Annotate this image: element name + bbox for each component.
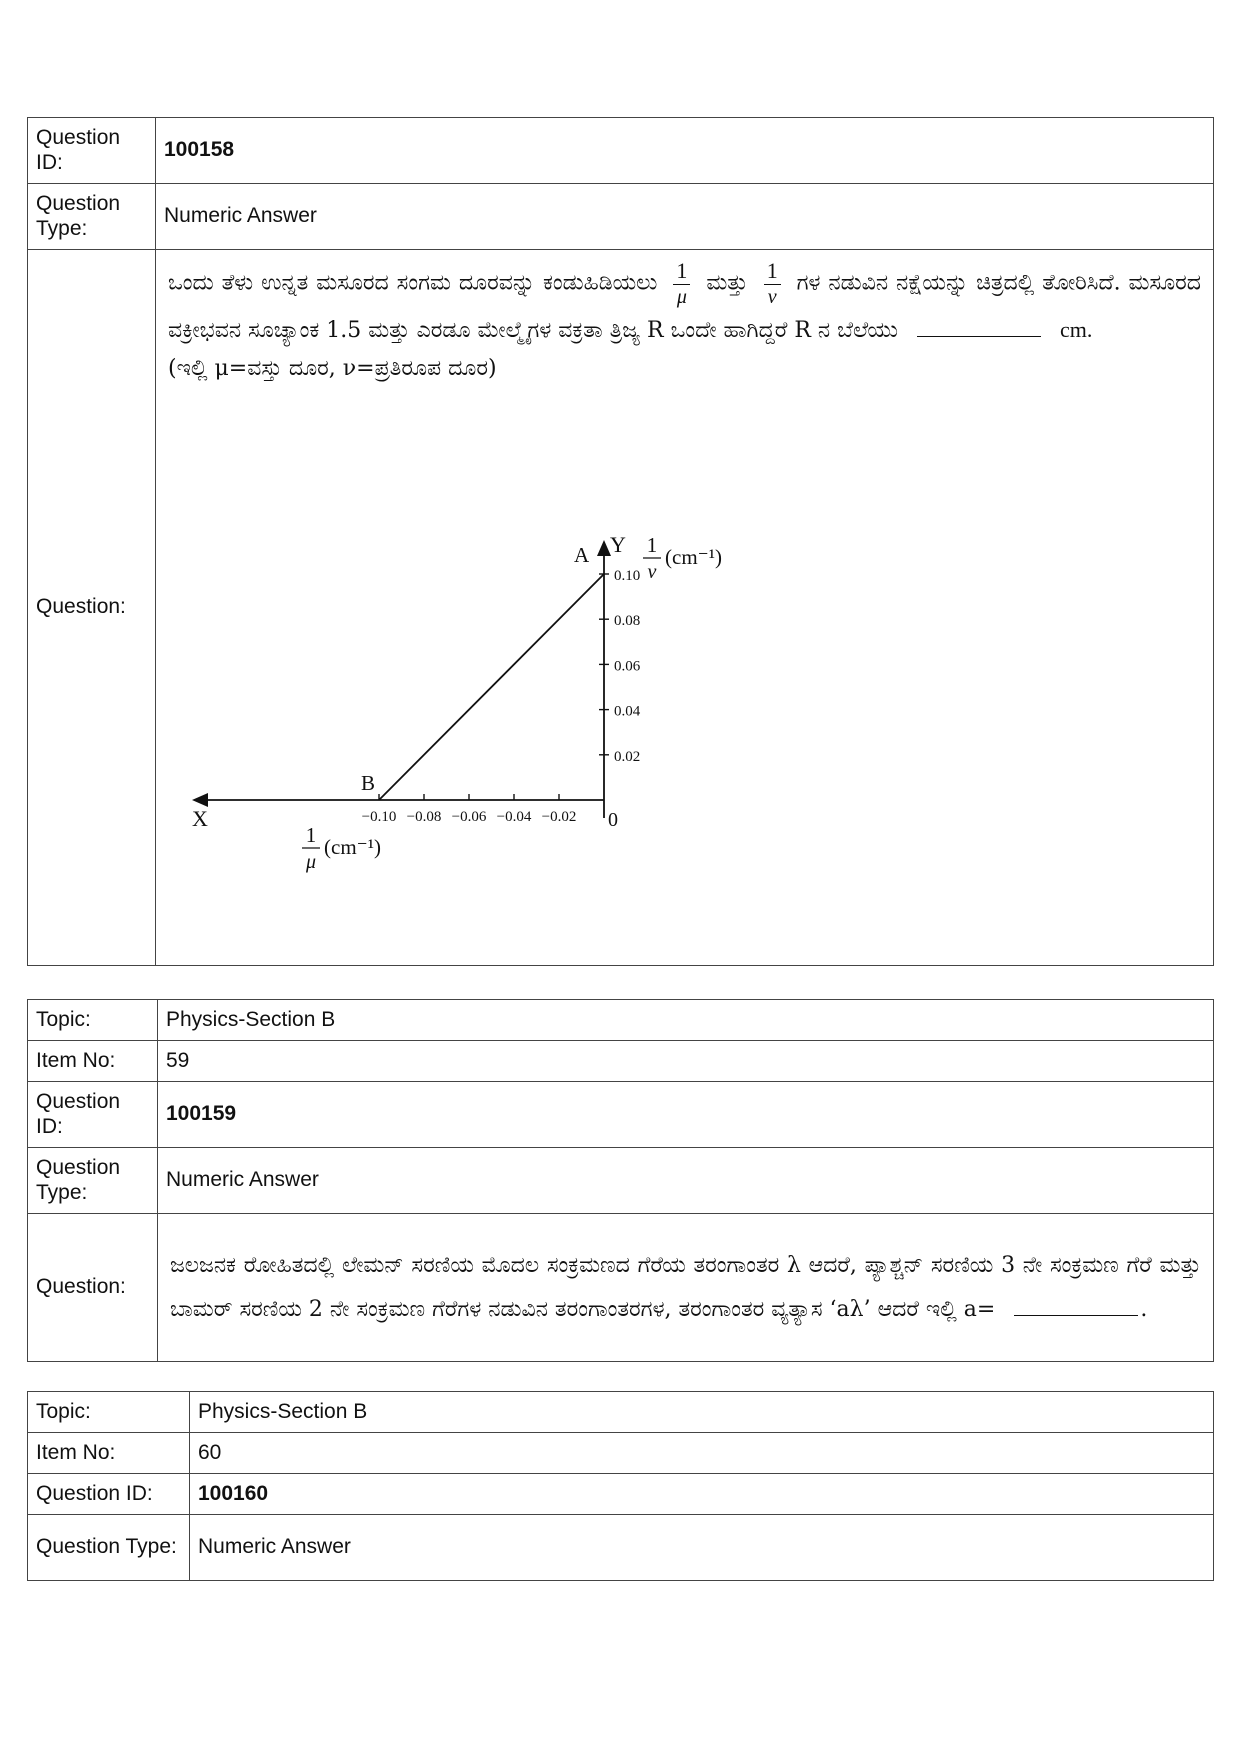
y-tick-label: 0.08: [614, 613, 641, 630]
x-tick-label: −0.10: [361, 809, 397, 826]
y-axis-name: Y: [610, 532, 626, 558]
x-tick-label: −0.04: [496, 809, 532, 826]
question-id-value: 100159: [158, 1082, 1214, 1148]
item-no-value: 59: [158, 1041, 1214, 1082]
y-tick-label: 0.06: [614, 658, 641, 675]
question-note: (ಇಲ್ಲಿ μ=ವಸ್ತು ದೂರ, ν=ಪ್ರತಿರೂಪ ದೂರ): [168, 356, 497, 382]
question-type-label: Question Type:: [28, 184, 156, 250]
answer-blank: [1014, 1297, 1138, 1316]
x-tick-label: −0.08: [406, 809, 442, 826]
question-id-label: Question ID:: [28, 118, 156, 184]
y-axis-arrow: [597, 540, 611, 556]
x-tick-label: −0.06: [451, 809, 487, 826]
question-id-value: 100160: [190, 1474, 1214, 1515]
question-label: Question:: [28, 250, 156, 966]
point-label-A: A: [574, 543, 590, 568]
origin-label: 0: [608, 809, 618, 832]
x-axis-label-den: μ: [305, 851, 317, 874]
fraction-one-over-nu: $\frac{1}{\nu}$: [764, 260, 781, 307]
x-axis-label-unit: (cm⁻¹): [324, 835, 382, 860]
question-text-end: .: [1140, 1296, 1148, 1322]
question-type-value: Numeric Answer: [190, 1515, 1214, 1581]
answer-blank: [917, 318, 1041, 337]
question-text: [158, 1214, 1214, 1362]
y-tick-label: 0.10: [614, 568, 641, 585]
question-text: [156, 250, 1213, 396]
fraction-one-over-mu: $\frac{1}{\mu}$: [673, 260, 690, 307]
question-id-label: Question ID:: [28, 1082, 158, 1148]
item-no-label: Item No:: [28, 1041, 158, 1082]
x-axis-name: X: [192, 806, 208, 832]
y-tick-label: 0.02: [614, 749, 641, 766]
y-axis-label-num: 1: [646, 533, 658, 558]
x-axis-label-num: 1: [305, 823, 317, 848]
y-axis-label-unit: (cm⁻¹): [665, 545, 723, 570]
y-axis-label-den: ν: [647, 561, 657, 584]
unit-cm: cm.: [1060, 317, 1093, 342]
question-text-part1: ಒಂದು ತೆಳು ಉನ್ನತ ಮಸೂರದ ಸಂಗಮ ದೂರವನ್ನು ಕಂಡುಹಿಡಿಯಲು: [168, 270, 658, 296]
question-type-label: Question Type:: [28, 1515, 190, 1581]
question-text-part2: ಗಳ ನಡುವಿನ ನಕ್ಷೆಯನ್ನು ಚಿತ್ರದಲ್ಲಿ ತೋರಿಸಿದೆ. ಮಸೂರದ ವಕ್ರೀಭವನ ಸೂಚ್ಯಾಂಕ 1.5 ಮತ್ತು ಎರಡೂ ಮೇಲ್ಮೈಗಳ ವಕ್ರತಾ ತ್ರಿಜ್ಯ R ಒಂದೇ ಹಾಗಿದ್ದರೆ R ನ ಬೆಲೆಯು: [168, 270, 1201, 343]
point-label-B: B: [361, 771, 376, 796]
question-table-100160: [27, 1391, 1214, 1581]
question-type-value: Numeric Answer: [156, 184, 1214, 250]
question-type-value: Numeric Answer: [158, 1148, 1214, 1214]
graph-inverse-distances: [156, 460, 1214, 874]
question-label: Question:: [28, 1214, 158, 1362]
question-type-label: Question Type:: [28, 1148, 158, 1214]
x-tick-label: −0.02: [541, 809, 577, 826]
question-text-body: ಜಲಜನಕ ರೋಹಿತದಲ್ಲಿ ಲೇಮನ್ ಸರಣಿಯ ಮೊದಲ ಸಂಕ್ರಮಣದ ಗೆರೆಯ ತರಂಗಾಂತರ λ ಆದರೆ, ಪ್ಯಾಶ್ಚನ್ ಸರಣಿಯ 3 ನೇ ಸಂಕ್ರಮಣ ಗೆರೆ ಮತ್ತು ಬಾಮರ್ ಸರಣಿಯ 2 ನೇ ಸಂಕ್ರಮಣ ಗೆರೆಗಳ ನಡುವಿನ ತರಂಗಾಂತರಗಳ, ತರಂಗಾಂತರ ವ್ಯತ್ಯಾಸ ‘aλ’ ಆದರೆ ಇಲ್ಲಿ a=: [170, 1252, 1201, 1322]
y-tick-label: 0.04: [614, 703, 641, 720]
data-line-BA: [379, 574, 604, 800]
question-id-label: Question ID:: [28, 1474, 190, 1515]
topic-label: Topic:: [28, 1392, 190, 1433]
item-no-value: 60: [190, 1433, 1214, 1474]
x-axis-arrow: [192, 793, 208, 807]
question-body: [156, 250, 1214, 966]
question-id-value: 100158: [156, 118, 1214, 184]
topic-value: Physics-Section B: [158, 1000, 1214, 1041]
question-table-100159: [27, 999, 1214, 1362]
item-no-label: Item No:: [28, 1433, 190, 1474]
question-text-and: ಮತ್ತು: [706, 270, 748, 296]
topic-value: Physics-Section B: [190, 1392, 1214, 1433]
question-table-100158: [27, 117, 1214, 966]
topic-label: Topic:: [28, 1000, 158, 1041]
